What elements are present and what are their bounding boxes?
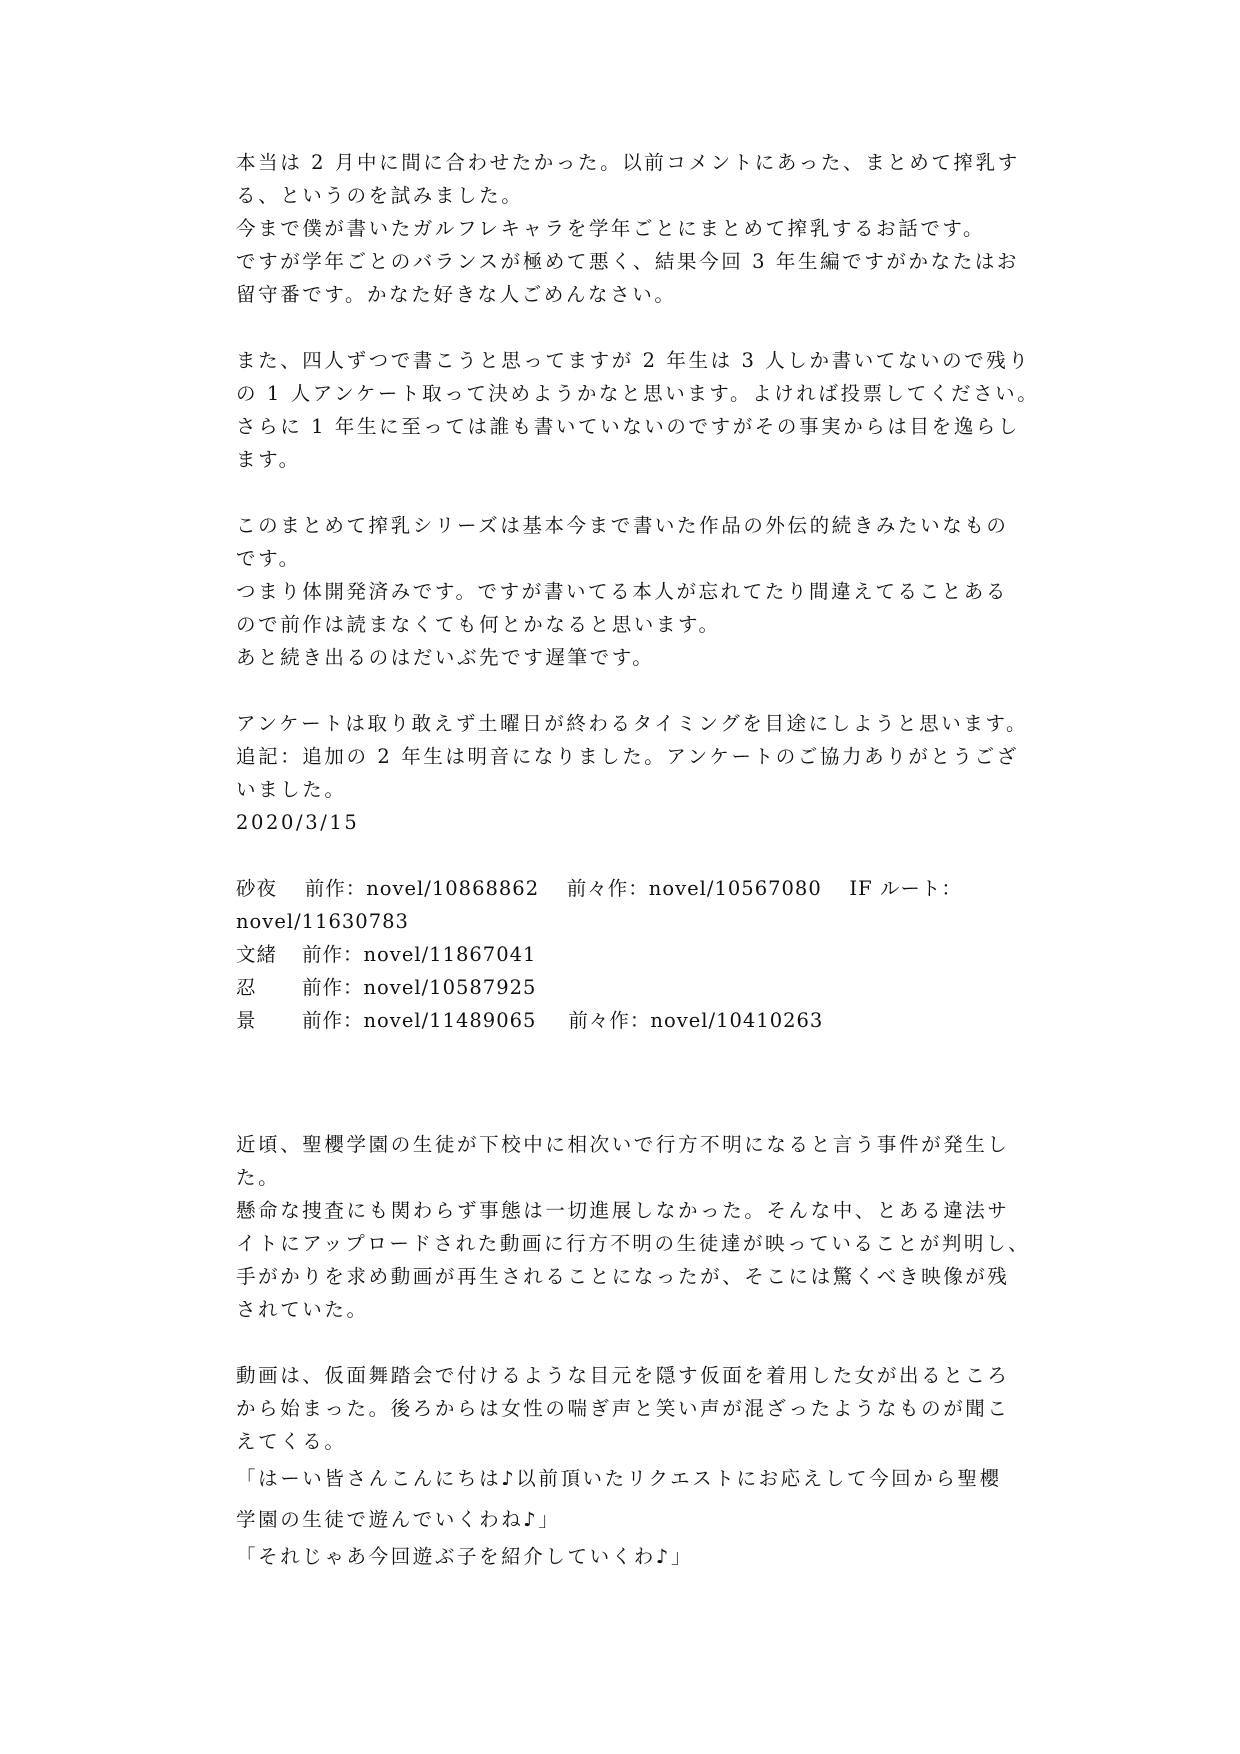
notes-date: 2020/3/15 xyxy=(236,811,360,834)
notes-p4-line: アンケートは取り敢えず土曜日が終わるタイミングを目途にしようと思います。 xyxy=(236,712,1029,735)
notes-p3-line: です。 xyxy=(236,547,301,570)
reference-row-saya-cont: novel/11630783 xyxy=(236,910,409,933)
notes-p3-line: あと続き出るのはだいぶ先です遅筆です。 xyxy=(236,646,655,669)
reference-prev: 前作：novel/10587925 xyxy=(302,976,537,999)
notes-p1-line: る、というのを試みました。 xyxy=(236,184,524,207)
notes-p3-line: つまり体開発済みです。ですが書いてる本人が忘れてたり間違えてることある xyxy=(236,580,1008,603)
story-p2-line: 動画は、仮面舞踏会で付けるような目元を隠す仮面を着用した女が出るところ xyxy=(236,1364,1010,1387)
notes-p3-line: このまとめて搾乳シリーズは基本今まで書いた作品の外伝的続きみたいなもの xyxy=(236,514,1009,537)
paragraph-gap xyxy=(236,476,1016,509)
story-p2-line: から始まった。後ろからは女性の喘ぎ声と笑い声が混ざったようなものが聞こ xyxy=(236,1397,1010,1420)
notes-p1-line: ですが学年ごとのバランスが極めて悪く、結果今回 3 年生編ですがかなたはお xyxy=(236,250,1020,273)
reference-prev2: 前々作：novel/10410263 xyxy=(568,1009,824,1032)
notes-p2-line: の 1 人アンケート取って決めようかなと思います。よければ投票してください。 xyxy=(236,382,1040,405)
story-dialogue-line: 学園の生徒で遊んでいくわね♪」 xyxy=(236,1508,561,1531)
story-p2-line: えてくる。 xyxy=(236,1430,347,1453)
reference-name: 景 xyxy=(236,1009,257,1032)
story-p1-line: 懸命な捜査にも関わらず事態は一切進展しなかった。そんな中、とある違法サ xyxy=(236,1199,1010,1222)
reference-prev: 前作：novel/11489065 xyxy=(302,1009,537,1032)
story-dialogue-line: 「はーい皆さんこんにちは♪以前頂いたリクエストにお応えして今回から聖櫻 xyxy=(236,1467,1002,1490)
story-body xyxy=(236,1128,1031,1573)
notes-p1-line: 今まで僕が書いたガルフレキャラを学年ごとにまとめて搾乳するお話です。 xyxy=(236,217,986,240)
notes-p2-line: ます。 xyxy=(236,448,301,471)
story-p1-line: されていた。 xyxy=(236,1298,369,1321)
reference-name: 文緒 xyxy=(236,943,278,966)
notes-p3-line: ので前作は読まなくても何とかなると思います。 xyxy=(236,613,721,636)
reference-row-shinobu xyxy=(236,971,1016,1004)
reference-prev: 前作：novel/11867041 xyxy=(302,943,537,966)
notes-p4-line: いました。 xyxy=(236,778,347,801)
paragraph-gap xyxy=(236,839,1016,872)
reference-name: 忍 xyxy=(236,976,257,999)
notes-p1-line: 留守番です。かなた好きな人ごめんなさい。 xyxy=(236,283,677,306)
story-p1-line: 手がかりを求め動画が再生されることになったが、そこには驚くべき映像が残 xyxy=(236,1265,1010,1288)
reference-row-kei xyxy=(236,1004,1016,1037)
paragraph-gap xyxy=(236,1326,1016,1359)
story-p1-line: 近頃、聖櫻学園の生徒が下校中に相次いで行方不明になると言う事件が発生し xyxy=(236,1133,1010,1156)
notes-p1-line: 本当は 2 月中に間に合わせたかった。以前コメントにあった、まとめて搾乳す xyxy=(236,151,1020,174)
story-p1-line: イトにアップロードされた動画に行方不明の生徒達が映っていることが判明し、 xyxy=(236,1232,1031,1255)
paragraph-gap xyxy=(236,674,1016,707)
notes-p4-line: 追記：追加の 2 年生は明音になりました。アンケートのご協力ありがとうござ xyxy=(236,745,1019,768)
story-dialogue-line: 「それじゃあ今回遊ぶ子を紹介していくわ♪」 xyxy=(236,1545,694,1568)
story-p1-line: た。 xyxy=(236,1166,281,1189)
author-notes xyxy=(236,146,1040,1037)
reference-row-fumio xyxy=(236,938,1016,971)
reference-row-saya: 砂夜 前作：novel/10868862 前々作：novel/10567080 IF ルート： xyxy=(236,877,962,900)
notes-p2-line: さらに 1 年生に至っては誰も書いていないのですがその事実からは目を逸らし xyxy=(236,415,1021,438)
notes-p2-line: また、四人ずつで書こうと思ってますが 2 年生は 3 人しか書いてないので残り xyxy=(236,349,1031,372)
paragraph-gap xyxy=(236,311,1016,344)
